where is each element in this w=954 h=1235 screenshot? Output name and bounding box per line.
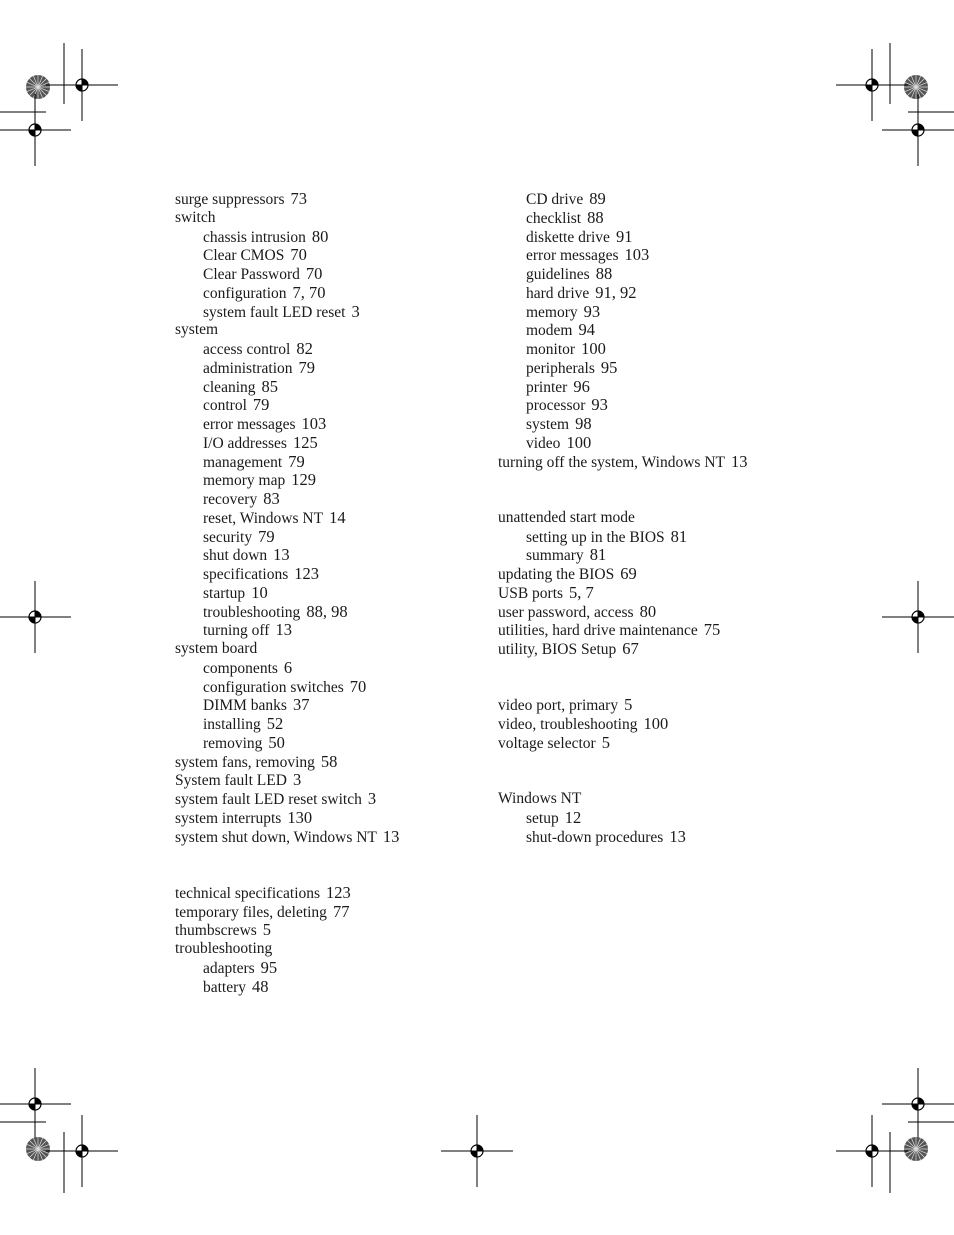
page-reference: 67 bbox=[622, 639, 639, 658]
index-term: system bbox=[526, 416, 570, 433]
index-entry bbox=[175, 321, 505, 340]
page-reference: 93 bbox=[583, 301, 601, 321]
index-term: removing bbox=[203, 734, 263, 752]
page-reference: 79 bbox=[258, 526, 275, 546]
page-reference: 50 bbox=[268, 732, 285, 752]
index-term: management bbox=[203, 453, 283, 471]
index-subentry bbox=[498, 265, 828, 284]
index-column-right bbox=[498, 190, 828, 846]
page-reference: 130 bbox=[287, 807, 313, 827]
index-subentry bbox=[498, 396, 828, 415]
page-reference: 79 bbox=[252, 395, 270, 415]
index-subentry bbox=[498, 340, 828, 359]
index-term: memory map bbox=[203, 472, 286, 490]
page-reference: 13 bbox=[382, 826, 400, 846]
index-term: Clear Password bbox=[203, 266, 300, 283]
index-entry bbox=[498, 715, 828, 734]
page-reference: 37 bbox=[292, 695, 310, 715]
index-term: system fault LED reset switch bbox=[175, 791, 362, 808]
letter-group-gap bbox=[498, 659, 828, 697]
page-reference: 95 bbox=[260, 957, 278, 977]
page-reference: 100 bbox=[581, 339, 606, 358]
index-subentry bbox=[498, 246, 828, 265]
index-term: specifications bbox=[203, 566, 289, 583]
index-term: access control bbox=[203, 341, 291, 358]
index-subentry bbox=[498, 546, 828, 565]
index-term: shut down bbox=[203, 547, 268, 565]
index-term: system interrupts bbox=[175, 809, 282, 827]
page-reference: 79 bbox=[298, 357, 316, 377]
index-subentry bbox=[175, 453, 505, 472]
index-subentry bbox=[498, 415, 828, 434]
index-subentry bbox=[175, 696, 505, 715]
index-entry bbox=[175, 753, 505, 772]
page-reference: 91 bbox=[615, 226, 633, 246]
page-reference: 95 bbox=[600, 357, 618, 377]
index-term: peripherals bbox=[526, 359, 595, 377]
index-term: Windows NT bbox=[498, 790, 582, 807]
page-reference: 5 bbox=[262, 920, 272, 940]
page-reference: 73 bbox=[290, 189, 307, 208]
index-term: monitor bbox=[526, 341, 576, 358]
index-subentry bbox=[175, 734, 505, 753]
page-reference: 13 bbox=[669, 826, 686, 846]
letter-group-gap bbox=[498, 753, 828, 791]
index-subentry bbox=[175, 621, 505, 640]
page-reference: 96 bbox=[573, 376, 590, 396]
index-entry bbox=[498, 603, 828, 622]
index-subentry bbox=[498, 209, 828, 228]
index-term: surge suppressors bbox=[175, 191, 285, 208]
index-subentry bbox=[175, 603, 505, 622]
index-term: turning off bbox=[203, 622, 270, 640]
index-subentry bbox=[175, 228, 505, 247]
index-term: turning off the system, Windows NT bbox=[498, 453, 725, 471]
index-subentry bbox=[175, 303, 505, 322]
page-reference: 100 bbox=[566, 432, 592, 452]
page-reference: 123 bbox=[294, 564, 319, 583]
page-reference: 89 bbox=[589, 189, 606, 208]
page-reference: 5, 7 bbox=[569, 582, 594, 602]
index-term: control bbox=[203, 397, 247, 415]
page-reference: 77 bbox=[332, 901, 350, 921]
index-subentry bbox=[175, 659, 505, 678]
index-entry bbox=[175, 209, 505, 228]
index-subentry bbox=[498, 528, 828, 547]
index-term: chassis intrusion bbox=[203, 228, 306, 246]
page-reference: 6 bbox=[283, 657, 293, 677]
index-entry bbox=[175, 640, 505, 659]
page-reference: 88, 98 bbox=[306, 601, 348, 621]
index-subentry bbox=[498, 321, 828, 340]
page-reference: 81 bbox=[670, 526, 688, 546]
index-entry bbox=[175, 809, 505, 828]
index-subentry bbox=[175, 471, 505, 490]
index-subentry bbox=[498, 190, 828, 209]
page-reference: 98 bbox=[575, 414, 592, 433]
index-term: shut-down procedures bbox=[526, 828, 664, 846]
index-subentry bbox=[175, 378, 505, 397]
index-term: USB ports bbox=[498, 584, 564, 602]
page-reference: 80 bbox=[311, 226, 329, 246]
index-subentry bbox=[175, 565, 505, 584]
index-subentry bbox=[175, 509, 505, 528]
index-term: video port, primary bbox=[498, 697, 619, 715]
index-term: user password, access bbox=[498, 603, 634, 621]
index-subentry bbox=[175, 584, 505, 603]
index-entry bbox=[498, 509, 828, 528]
index-term: DIMM banks bbox=[203, 697, 287, 715]
index-term: error messages bbox=[203, 416, 296, 433]
page-reference: 79 bbox=[288, 451, 305, 471]
index-term: utilities, hard drive maintenance bbox=[498, 622, 698, 640]
index-term: memory bbox=[526, 303, 578, 321]
page-reference: 80 bbox=[639, 601, 657, 621]
page-reference: 48 bbox=[252, 976, 269, 996]
page-reference: 70 bbox=[305, 264, 323, 283]
index-subentry bbox=[175, 978, 505, 997]
index-entry bbox=[175, 190, 505, 209]
page-reference: 70 bbox=[290, 245, 307, 265]
page-reference: 69 bbox=[620, 564, 637, 583]
page-reference: 82 bbox=[296, 339, 313, 358]
page-reference: 5 bbox=[624, 695, 633, 715]
index-subentry bbox=[175, 490, 505, 509]
index-subentry bbox=[498, 809, 828, 828]
index-term: modem bbox=[526, 322, 573, 340]
index-subentry bbox=[175, 959, 505, 978]
index-entry bbox=[498, 696, 828, 715]
index-term: I/O addresses bbox=[203, 434, 287, 452]
page-reference: 75 bbox=[703, 620, 721, 640]
index-term: troubleshooting bbox=[203, 603, 301, 621]
index-term: utility, BIOS Setup bbox=[498, 641, 617, 658]
index-term: startup bbox=[203, 584, 246, 602]
index-term: installing bbox=[203, 716, 261, 733]
letter-group-gap bbox=[175, 846, 505, 884]
index-subentry bbox=[498, 284, 828, 303]
index-subentry bbox=[498, 359, 828, 378]
index-subentry bbox=[175, 415, 505, 434]
index-subentry bbox=[175, 359, 505, 378]
index-subentry bbox=[175, 396, 505, 415]
index-term: troubleshooting bbox=[175, 940, 273, 957]
index-term: configuration bbox=[203, 284, 287, 302]
index-term: setup bbox=[526, 809, 559, 827]
page-reference: 70 bbox=[349, 676, 367, 696]
index-subentry bbox=[175, 434, 505, 453]
page-reference: 12 bbox=[564, 807, 582, 827]
page-reference: 3 bbox=[351, 301, 360, 321]
index-entry bbox=[498, 453, 828, 472]
page-reference: 88 bbox=[587, 207, 604, 227]
index-subentry bbox=[498, 828, 828, 847]
index-subentry bbox=[498, 228, 828, 247]
page-reference: 91, 92 bbox=[595, 282, 637, 302]
page-reference: 123 bbox=[326, 882, 351, 902]
index-term: thumbscrews bbox=[175, 922, 257, 940]
index-subentry bbox=[498, 303, 828, 322]
index-entry bbox=[175, 884, 505, 903]
index-entry bbox=[498, 621, 828, 640]
index-term: administration bbox=[203, 359, 293, 377]
index-entry bbox=[175, 771, 505, 790]
page-reference: 93 bbox=[591, 395, 608, 415]
index-subentry bbox=[175, 715, 505, 734]
page-reference: 3 bbox=[292, 770, 302, 790]
page-reference: 103 bbox=[624, 245, 650, 265]
index-entry bbox=[498, 734, 828, 753]
index-term: cleaning bbox=[203, 378, 256, 396]
page-reference: 81 bbox=[589, 545, 607, 565]
index-term: security bbox=[203, 528, 253, 546]
index-term: unattended start mode bbox=[498, 508, 635, 526]
index-term: printer bbox=[526, 378, 568, 396]
index-entry bbox=[498, 584, 828, 603]
index-entry bbox=[175, 828, 505, 847]
page-reference: 3 bbox=[367, 789, 377, 808]
index-term: technical specifications bbox=[175, 884, 321, 902]
page-reference: 52 bbox=[266, 714, 284, 733]
index-subentry bbox=[175, 284, 505, 303]
index-term: setting up in the BIOS bbox=[526, 528, 665, 546]
index-term: system board bbox=[175, 640, 258, 657]
index-term: temporary files, deleting bbox=[175, 903, 327, 921]
page-reference: 88 bbox=[595, 264, 613, 283]
index-entry bbox=[175, 940, 505, 959]
index-term: CD drive bbox=[526, 191, 584, 208]
index-term: System fault LED bbox=[175, 772, 287, 790]
index-term: adapters bbox=[203, 959, 255, 977]
index-subentry bbox=[498, 434, 828, 453]
index-subentry bbox=[175, 265, 505, 284]
page-reference: 5 bbox=[601, 732, 610, 752]
index-term: guidelines bbox=[526, 266, 590, 283]
index-term: error messages bbox=[526, 247, 619, 265]
index-entry bbox=[175, 790, 505, 809]
index-term: system bbox=[175, 321, 219, 339]
index-subentry bbox=[175, 340, 505, 359]
index-subentry bbox=[175, 246, 505, 265]
index-subentry bbox=[175, 678, 505, 697]
page-reference: 13 bbox=[275, 620, 292, 640]
index-entry bbox=[498, 640, 828, 659]
index-entry bbox=[175, 903, 505, 922]
page-reference: 100 bbox=[643, 714, 669, 733]
page-reference: 85 bbox=[261, 376, 279, 396]
index-term: hard drive bbox=[526, 284, 590, 302]
page-reference: 94 bbox=[578, 320, 595, 340]
index-term: configuration switches bbox=[203, 678, 344, 696]
letter-group-gap bbox=[498, 471, 828, 509]
index-entry bbox=[498, 565, 828, 584]
index-subentry bbox=[175, 546, 505, 565]
page-reference: 7, 70 bbox=[292, 282, 326, 302]
index-term: video bbox=[526, 434, 561, 452]
page-reference: 125 bbox=[292, 432, 318, 452]
index-term: recovery bbox=[203, 491, 258, 508]
page-reference: 58 bbox=[320, 751, 338, 771]
index-term: processor bbox=[526, 397, 586, 415]
index-term: components bbox=[203, 659, 278, 677]
page-reference: 103 bbox=[301, 414, 327, 433]
index-term: system fault LED reset bbox=[203, 303, 346, 321]
index-subentry bbox=[175, 528, 505, 547]
index-term: video, troubleshooting bbox=[498, 716, 638, 733]
page-reference: 83 bbox=[263, 489, 280, 508]
index-entry bbox=[175, 921, 505, 940]
index-column-left bbox=[175, 190, 505, 996]
index-term: checklist bbox=[526, 209, 582, 227]
page-reference: 14 bbox=[329, 507, 346, 527]
index-term: Clear CMOS bbox=[203, 247, 285, 265]
index-entry bbox=[498, 790, 828, 809]
index-term: battery bbox=[203, 978, 247, 996]
page-reference: 13 bbox=[273, 545, 290, 565]
index-term: voltage selector bbox=[498, 734, 596, 752]
index-term: diskette drive bbox=[526, 228, 610, 246]
page-reference: 13 bbox=[730, 451, 748, 471]
index-term: switch bbox=[175, 208, 216, 226]
page-reference: 10 bbox=[251, 582, 268, 602]
index-term: summary bbox=[526, 547, 584, 565]
index-subentry bbox=[498, 378, 828, 397]
index-term: system shut down, Windows NT bbox=[175, 828, 377, 846]
index-term: reset, Windows NT bbox=[203, 509, 324, 527]
index-term: updating the BIOS bbox=[498, 566, 615, 583]
page-reference: 129 bbox=[291, 470, 316, 490]
index-term: system fans, removing bbox=[175, 753, 315, 771]
